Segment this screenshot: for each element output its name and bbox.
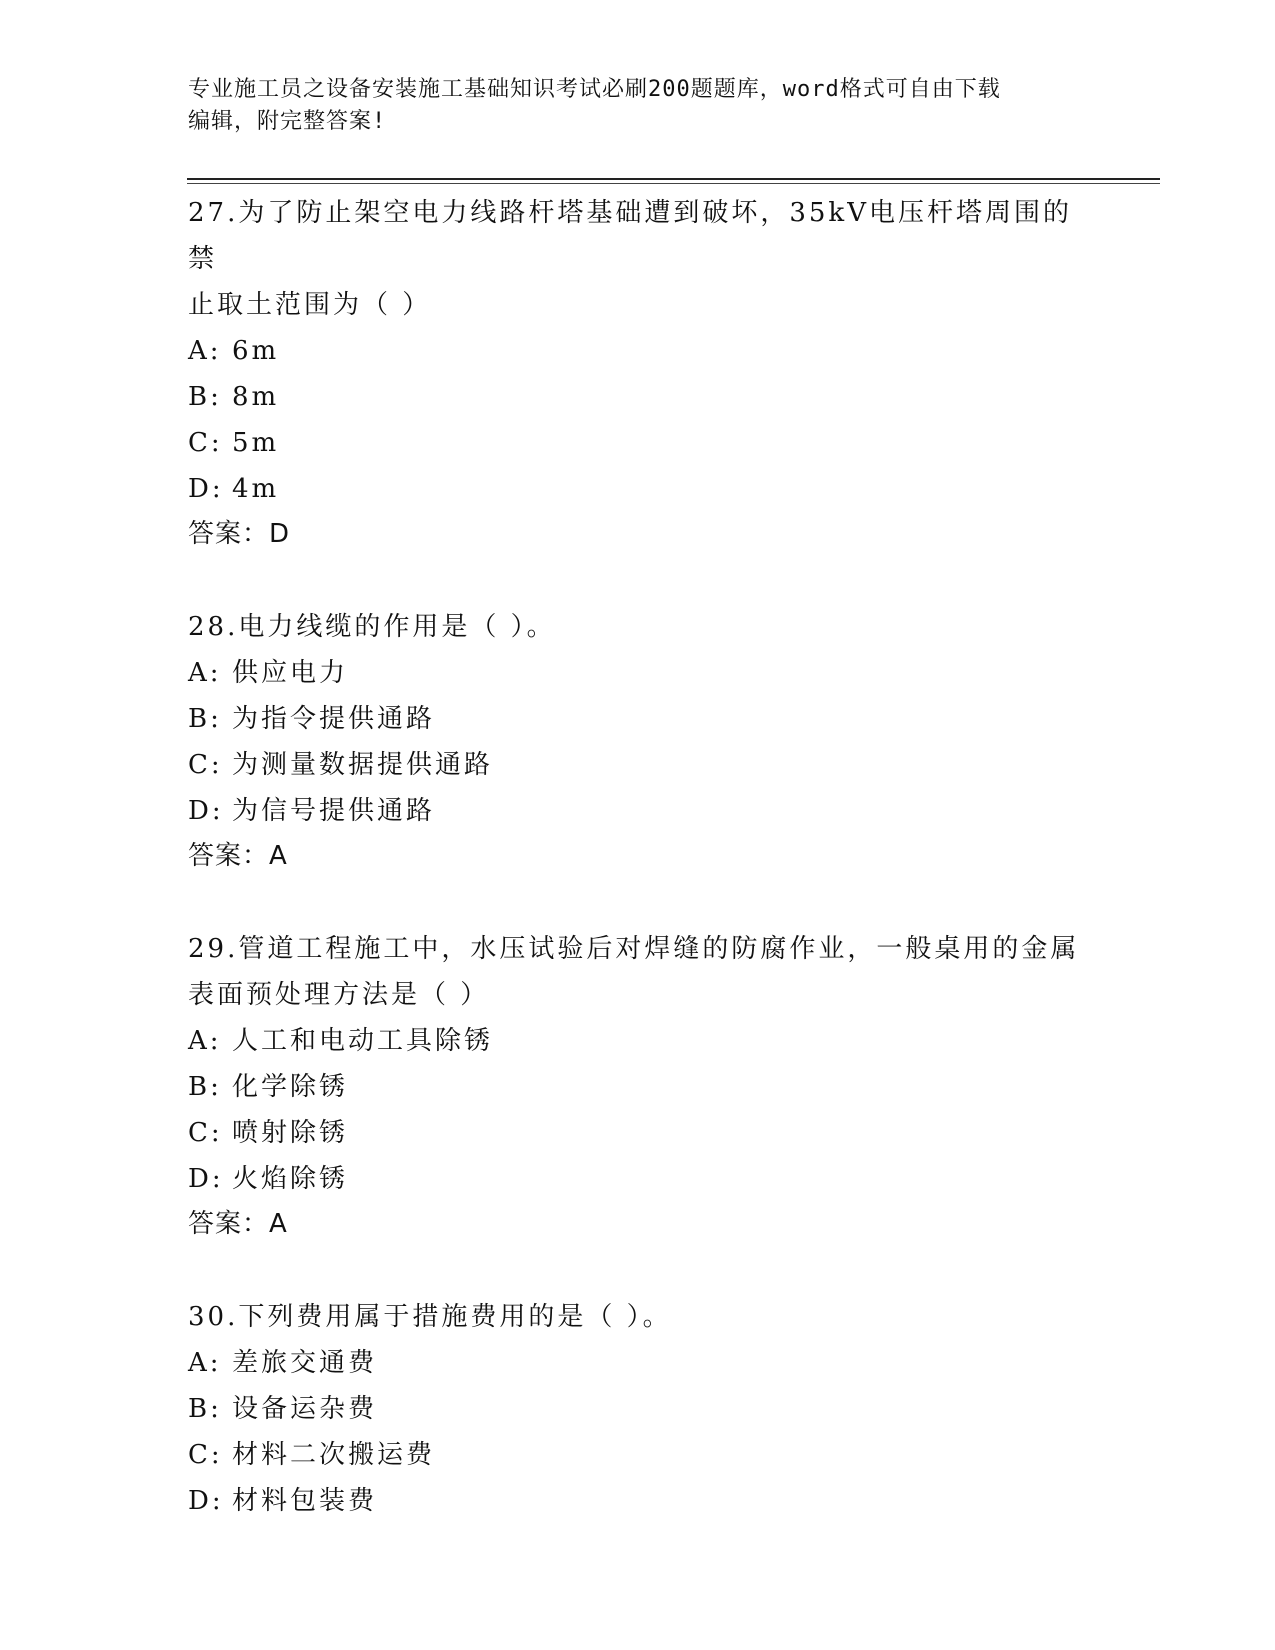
option-text: 6m bbox=[232, 336, 280, 366]
option-a bbox=[188, 1018, 1088, 1064]
question-28 bbox=[188, 602, 1088, 878]
question-stem bbox=[188, 602, 1088, 650]
option-key: C: bbox=[188, 750, 223, 780]
question-stem-line-1: 27.为了防止架空电力线路杆塔基础遭到破坏，35kV电压杆塔周围的禁 bbox=[188, 198, 1072, 274]
question-stem-line-1: 30.下列费用属于措施费用的是（ ）。 bbox=[188, 1302, 672, 1332]
header-divider-thin bbox=[187, 183, 1160, 184]
option-text: 5m bbox=[232, 428, 280, 458]
option-c bbox=[188, 420, 1088, 466]
option-text: 供应电力 bbox=[232, 658, 349, 688]
option-key: D: bbox=[188, 1164, 224, 1194]
option-key: A: bbox=[188, 336, 222, 366]
question-stem bbox=[188, 188, 1088, 328]
option-text: 为信号提供通路 bbox=[232, 796, 436, 826]
option-key: A: bbox=[188, 658, 222, 688]
option-key: B: bbox=[188, 382, 222, 412]
option-text: 化学除锈 bbox=[232, 1072, 349, 1102]
option-key: C: bbox=[188, 428, 223, 458]
option-key: A: bbox=[188, 1348, 222, 1378]
option-text: 材料二次搬运费 bbox=[232, 1440, 436, 1470]
option-key: A: bbox=[188, 1026, 222, 1056]
question-stem-line-1: 28.电力线缆的作用是（ ）。 bbox=[188, 612, 556, 642]
question-stem bbox=[188, 924, 1088, 1018]
option-text: 为指令提供通路 bbox=[232, 704, 436, 734]
answer-line: 答案：D bbox=[188, 519, 291, 549]
question-gap bbox=[188, 1246, 1088, 1292]
question-27 bbox=[188, 188, 1088, 556]
option-text: 设备运杂费 bbox=[232, 1394, 378, 1424]
option-text: 火焰除锈 bbox=[232, 1164, 349, 1194]
question-gap bbox=[188, 878, 1088, 924]
option-text: 8m bbox=[232, 382, 280, 412]
option-key: D: bbox=[188, 1486, 224, 1516]
header-line-2: 编辑，附完整答案! bbox=[188, 109, 387, 134]
question-29 bbox=[188, 924, 1088, 1246]
question-list bbox=[188, 188, 1088, 1524]
question-stem bbox=[188, 1292, 1088, 1340]
header-line-1: 专业施工员之设备安装施工基础知识考试必刷200题题库，word格式可自由下载 bbox=[188, 77, 1001, 102]
option-c bbox=[188, 1432, 1088, 1478]
option-key: B: bbox=[188, 1394, 222, 1424]
option-c bbox=[188, 742, 1088, 788]
question-30 bbox=[188, 1292, 1088, 1524]
option-a bbox=[188, 328, 1088, 374]
question-gap bbox=[188, 556, 1088, 602]
document-header bbox=[188, 74, 1088, 138]
question-stem-line-1: 29.管道工程施工中，水压试验后对焊缝的防腐作业，一般桌用的金属 bbox=[188, 934, 1080, 964]
option-c bbox=[188, 1110, 1088, 1156]
option-d bbox=[188, 466, 1088, 512]
option-d bbox=[188, 1478, 1088, 1524]
header-divider-thick bbox=[187, 178, 1160, 180]
option-b bbox=[188, 374, 1088, 420]
option-text: 为测量数据提供通路 bbox=[232, 750, 494, 780]
option-key: D: bbox=[188, 796, 224, 826]
option-key: B: bbox=[188, 704, 222, 734]
option-d bbox=[188, 788, 1088, 834]
option-key: B: bbox=[188, 1072, 222, 1102]
option-text: 喷射除锈 bbox=[232, 1118, 349, 1148]
option-a bbox=[188, 650, 1088, 696]
answer-line: 答案：A bbox=[188, 841, 288, 871]
question-stem-line-2: 表面预处理方法是（ ） bbox=[188, 980, 490, 1010]
option-b bbox=[188, 1064, 1088, 1110]
option-key: D: bbox=[188, 474, 224, 504]
option-b bbox=[188, 1386, 1088, 1432]
option-text: 4m bbox=[232, 474, 280, 504]
option-d bbox=[188, 1156, 1088, 1202]
option-key: C: bbox=[188, 1118, 223, 1148]
option-text: 差旅交通费 bbox=[232, 1348, 378, 1378]
answer-line: 答案：A bbox=[188, 1209, 288, 1239]
option-key: C: bbox=[188, 1440, 223, 1470]
option-b bbox=[188, 696, 1088, 742]
option-text: 材料包装费 bbox=[232, 1486, 378, 1516]
option-text: 人工和电动工具除锈 bbox=[232, 1026, 494, 1056]
option-a bbox=[188, 1340, 1088, 1386]
question-stem-line-2: 止取土范围为（ ） bbox=[188, 290, 432, 320]
